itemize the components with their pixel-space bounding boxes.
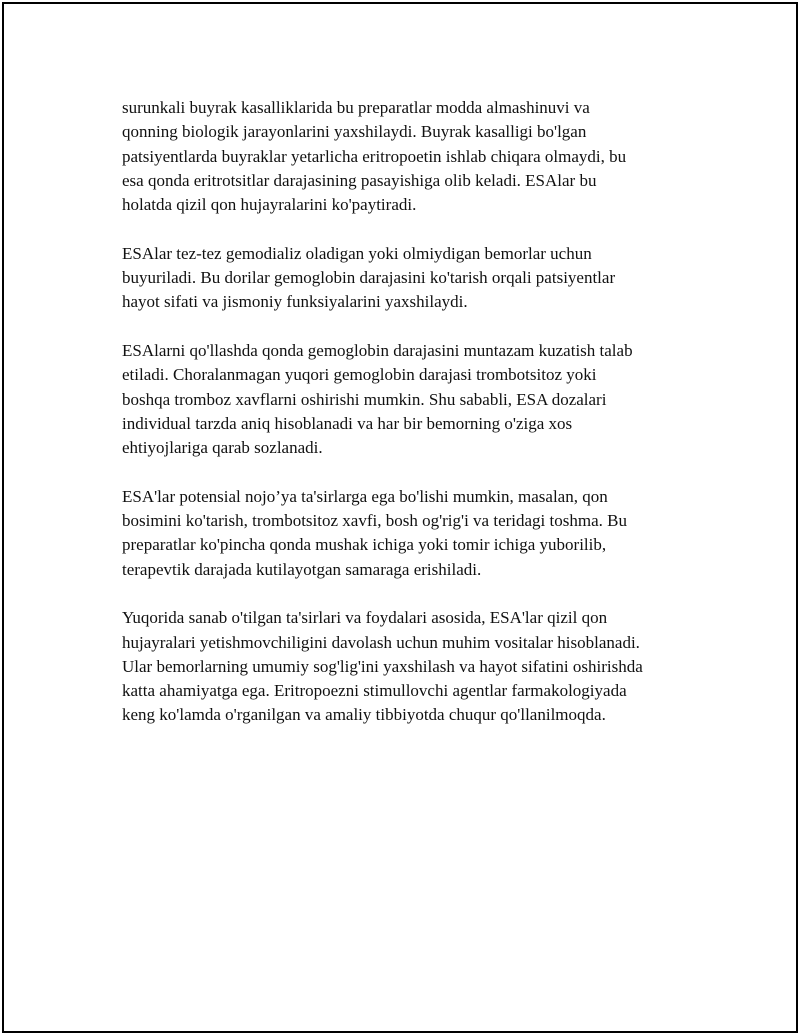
text-line: holatda qizil qon hujayralarini ko'paytiradi. (122, 195, 417, 215)
text-line: esa qonda eritrotsitlar darajasining pasayishiga olib keladi. ESAlar bu (122, 170, 597, 190)
text-line: ehtiyojlariga qarab sozlanadi. (122, 438, 323, 458)
page-frame (2, 2, 798, 1033)
document-body (122, 96, 702, 752)
text-line: etiladi. Choralanmagan yuqori gemoglobin darajasi trombotsitoz yoki (122, 365, 597, 385)
text-line: buyuriladi. Bu dorilar gemoglobin darajasini ko'tarish orqali patsiyentlar (122, 268, 616, 288)
text-line: keng ko'lamda o'rganilgan va amaliy tibbiyotda chuqur qo'llanilmoqda. (122, 705, 606, 725)
text-line: qonning biologik jarayonlarini yaxshilaydi. Buyrak kasalligi bo'lgan (122, 122, 587, 142)
text-line: surunkali buyrak kasalliklarida bu preparatlar modda almashinuvi va (122, 98, 590, 117)
text-line: katta ahamiyatga ega. Eritropoezni stimullovchi agentlar farmakologiyada (122, 681, 627, 701)
text-line: Ular bemorlarning umumiy sog'lig'ini yaxshilash va hayot sifatini oshirishda (122, 656, 643, 676)
text-line: terapevtik darajada kutilayotgan samaraga erishiladi. (122, 559, 482, 579)
text-line: individual tarzda aniq hisoblanadi va har bir bemorning o'ziga xos (122, 413, 573, 433)
text-line: hujayralari yetishmovchiligini davolash uchun muhim vositalar hisoblanadi. (122, 632, 640, 652)
paragraph-4 (122, 485, 702, 582)
text-line: ESA'lar potensial nojo’ya ta'sirlarga ega bo'lishi mumkin, masalan, qon (122, 486, 608, 506)
text-line: boshqa tromboz xavflarni oshirishi mumkin. Shu sababli, ESA dozalari (122, 389, 607, 409)
paragraph-3 (122, 339, 702, 460)
text-line: bosimini ko'tarish, trombotsitoz xavfi, bosh og'rig'i va teridagi toshma. Bu (122, 511, 627, 531)
text-line: hayot sifati va jismoniy funksiyalarini yaxshilaydi. (122, 292, 468, 312)
paragraph-5 (122, 606, 702, 727)
text-line: Yuqorida sanab o'tilgan ta'sirlari va foydalari asosida, ESA'lar qizil qon (122, 608, 608, 628)
paragraph-2 (122, 242, 702, 315)
text-line: ESAlar tez-tez gemodializ oladigan yoki olmiydigan bemorlar uchun (122, 243, 592, 263)
text-line: patsiyentlarda buyraklar yetarlicha eritropoetin ishlab chiqara olmaydi, bu (122, 146, 627, 166)
paragraph-1 (122, 96, 702, 217)
text-line: preparatlar ko'pincha qonda mushak ichiga yoki tomir ichiga yuborilib, (122, 535, 607, 555)
text-line: ESAlarni qo'llashda qonda gemoglobin darajasini muntazam kuzatish talab (122, 340, 633, 360)
